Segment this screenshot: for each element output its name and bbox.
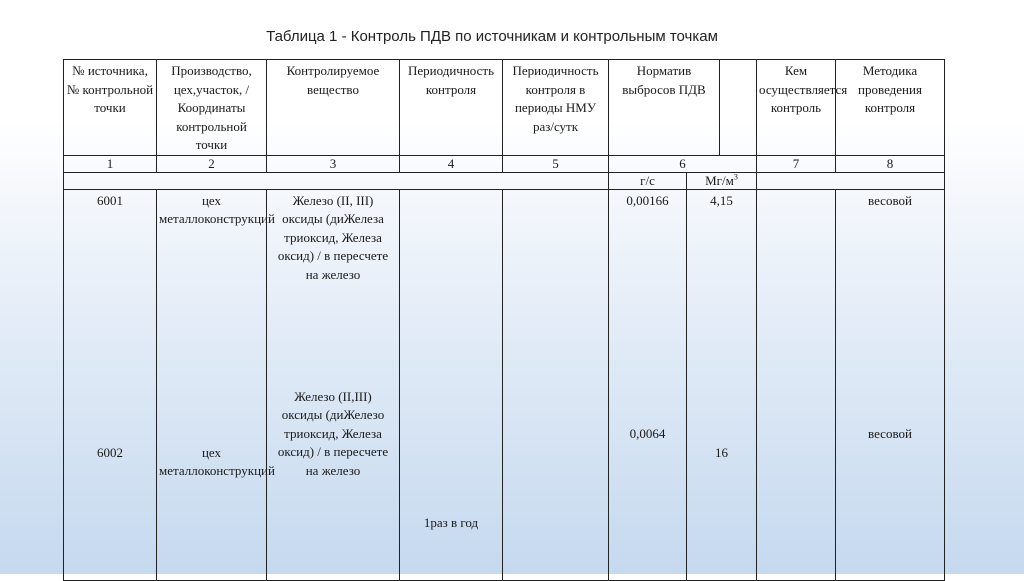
substance-name: Железо (II,III) оксиды (диЖелезо триоксид, Железа оксид) / в пересчете на железо (277, 388, 389, 478)
units-spacer (64, 172, 609, 189)
column-number: 8 (836, 155, 945, 172)
header-production: Производство, цех,участок, /Координаты контрольной точки (157, 60, 267, 156)
source-number: 6002 (97, 444, 123, 460)
header-periodicity-nmu: Периодичность контроля в периоды НМУ раз/сутк (503, 60, 609, 156)
column-number: 5 (503, 155, 609, 172)
mg-cell (687, 189, 757, 580)
method-value: весовой (868, 425, 912, 441)
periodicity-nmu-cell (503, 189, 609, 580)
column-number-row (64, 155, 945, 172)
header-method: Методика проведения контроля (836, 60, 945, 156)
unit-gs: г/с (609, 172, 687, 189)
header-emission-norm: Норматив выбросов ПДВ (609, 60, 720, 156)
header-periodicity: Периодичность контроля (400, 60, 503, 156)
column-number: 7 (757, 155, 836, 172)
units-row (64, 172, 945, 189)
unit-mg: $Мг/м^3$ (687, 172, 757, 189)
source-number: 6001 (97, 192, 123, 208)
periodicity-cell (400, 189, 503, 580)
method-cell (836, 189, 945, 580)
header-emission-norm-extra (720, 60, 757, 156)
periodicity-value: 1раз в год (423, 514, 479, 530)
page-title: Таблица 1 - Контроль ПДВ по источникам и контрольным точкам (266, 28, 718, 45)
substance-cell (267, 189, 400, 580)
emission-gs: 0,0064 (629, 425, 666, 441)
header-substance: Контролируемое вещество (267, 60, 400, 156)
units-spacer-right (757, 172, 945, 189)
table-row (64, 189, 945, 580)
header-controller: Кем осуществляется контроль (757, 60, 836, 156)
header-source-number: № источника, № контрольной точки (64, 60, 157, 156)
gs-cell (609, 189, 687, 580)
emission-mg: 4,15 (710, 192, 733, 208)
source-number-cell (64, 189, 157, 580)
method-value: весовой (868, 192, 912, 208)
shop-name: цех металлоконструкций (159, 444, 275, 478)
shop-cell (157, 189, 275, 580)
column-number: 3 (267, 155, 400, 172)
controller-cell (757, 189, 836, 580)
emission-mg: 16 (715, 444, 728, 460)
substance-name: Железо (II, III) оксиды (диЖелеза триоксид, Железа оксид) / в пересчете на железо (277, 192, 389, 282)
column-number: 2 (157, 155, 267, 172)
pdv-control-table (63, 59, 945, 581)
column-number: 6 (609, 155, 757, 172)
shop-name: цех металлоконструкций (159, 192, 275, 226)
column-number: 4 (400, 155, 503, 172)
column-number: 1 (64, 155, 157, 172)
emission-gs: 0,00166 (626, 192, 669, 208)
